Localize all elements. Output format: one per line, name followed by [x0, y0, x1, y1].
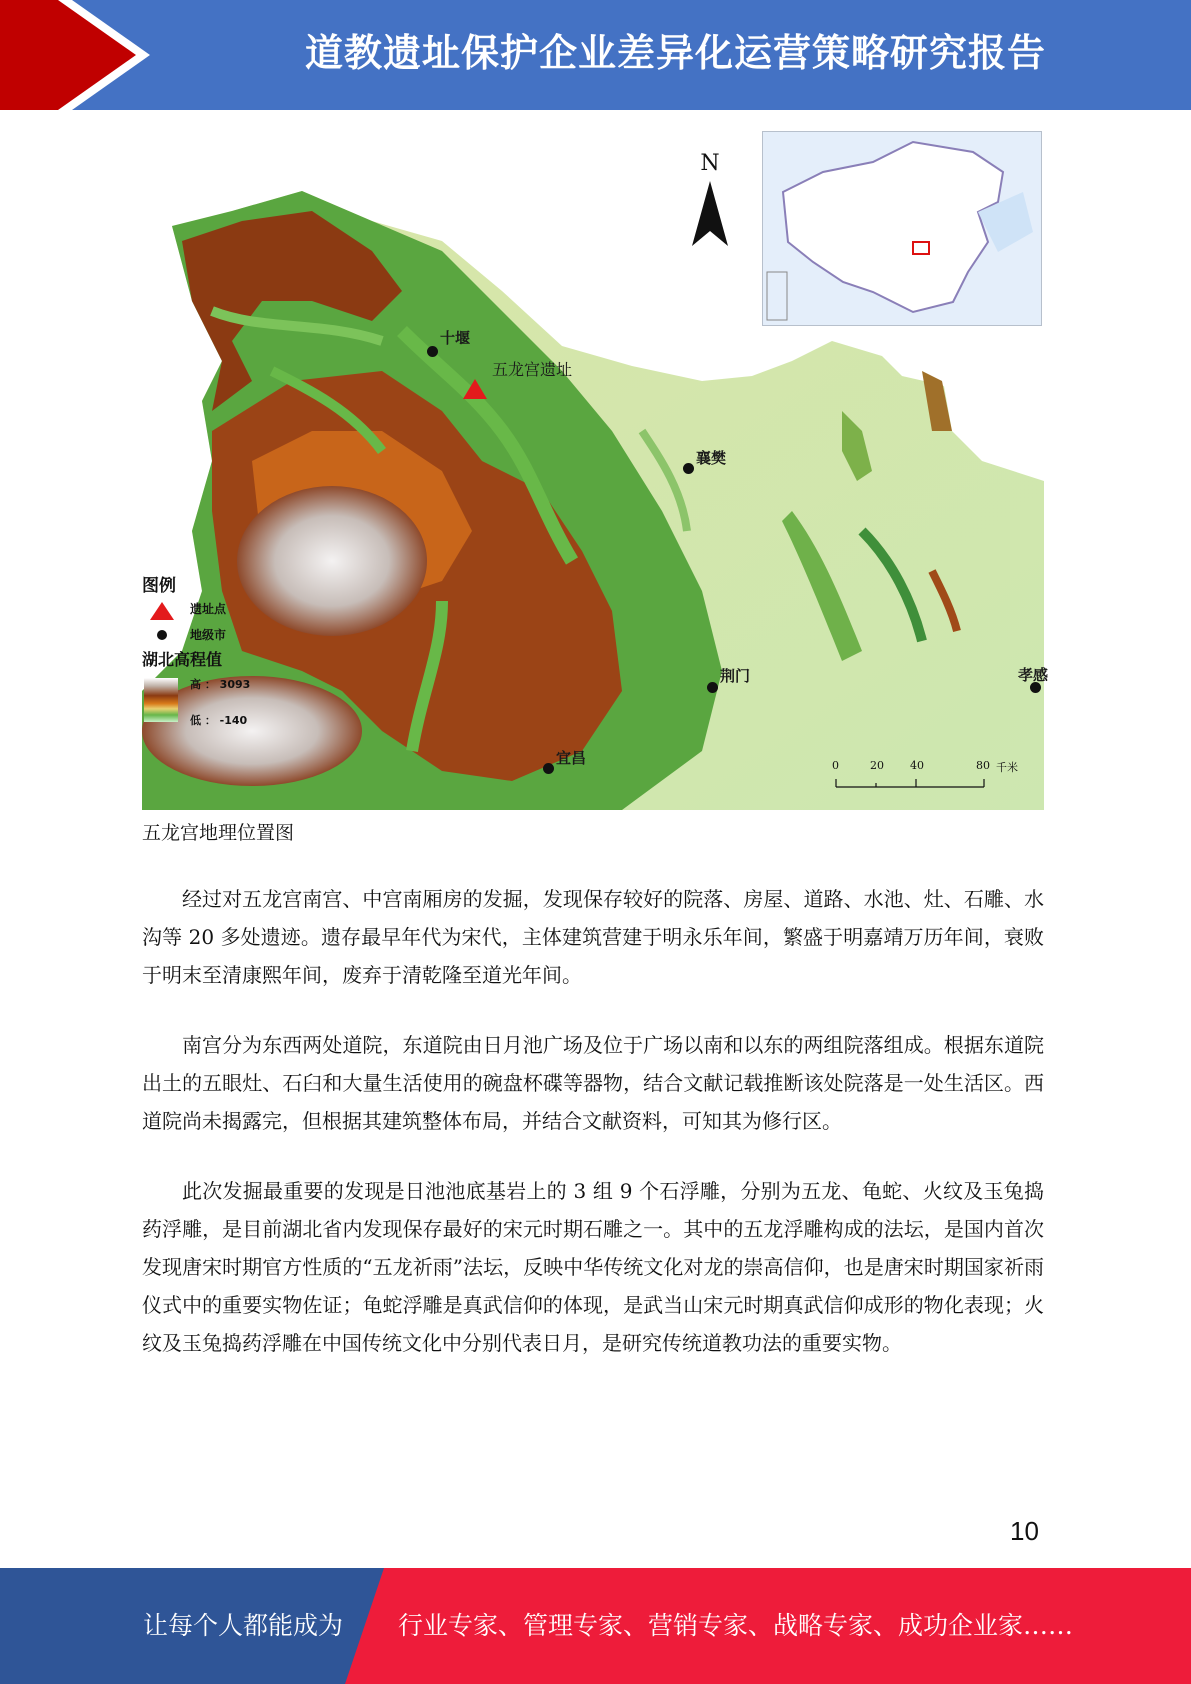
- footer-slogan-left: 让每个人都能成为: [143, 1611, 344, 1640]
- north-arrow-icon: [682, 151, 738, 251]
- north-arrow: [682, 151, 738, 251]
- paragraph-1: 经过对五龙宫南宫、中宫南厢房的发掘，发现保存较好的院落、房屋、道路、水池、灶、石雕、水沟等 20 多处遗迹。遗存最早年代为宋代，主体建筑营建于明永乐年间，繁盛于明嘉靖万历年间，衰败于明末至清康熙年间，废弃于清乾隆至道光年间。: [142, 887, 1044, 987]
- legend-city-icon: [150, 628, 174, 642]
- city-label-jingmen: 荆门: [720, 667, 751, 685]
- paragraph-2: 南宫分为东西两处道院，东道院由日月池广场及位于广场以南和以东的两组院落组成。根据东道院出土的五眼灶、石臼和大量生活使用的碗盘杯碟等器物，结合文献记载推断该处院落是一处生活区。西道院尚未揭露完，但根据其建筑整体布局，并结合文献资料，可知其为修行区。: [142, 1033, 1044, 1133]
- document-title: 道教遗址保护企业差异化运营策略研究报告: [304, 31, 1046, 75]
- map-legend: [142, 571, 272, 732]
- legend-title: 图例: [142, 576, 176, 596]
- site-label: 五龙宫遗址: [492, 360, 573, 379]
- page-header: [0, 0, 1191, 110]
- china-inset-map: [762, 131, 1042, 326]
- paragraph-3: 此次发掘最重要的发现是日池池底基岩上的 3 组 9 个石浮雕，分别为五龙、龟蛇、火纹及玉兔捣药浮雕，是目前湖北省内发现保存最好的宋元时期石雕之一。其中的五龙浮雕构成的法坛，是国内首次发现唐宋时期官方性质的“五龙祈雨”法坛，反映中华传统文化对龙的崇高信仰，也是唐宋时期国家祈雨仪式中的重要实物佐证；龟蛇浮雕是真武信仰的体现，是武当山宋元时期真武信仰成形的物化表现；火纹及玉兔捣药浮雕在中国传统文化中分别代表日月，是研究传统道教功法的重要实物。: [142, 1179, 1044, 1355]
- page-footer: [0, 1568, 1191, 1684]
- elevation-low-label: 低 ： -140: [190, 714, 248, 727]
- legend-site-icon: [150, 602, 174, 620]
- city-dot-shiyan: [427, 346, 438, 357]
- figure-caption: 五龙宫地理位置图: [142, 822, 295, 844]
- header-chevron-decoration: [0, 0, 170, 110]
- city-dot-xiangfan: [683, 463, 694, 474]
- footer-slogan-right: 行业专家、管理专家、营销专家、战略专家、成功企业家……: [398, 1611, 1074, 1640]
- north-label: N: [700, 151, 720, 176]
- page-number: 10: [1010, 1516, 1039, 1546]
- elevation-gradient-bar: [144, 678, 178, 722]
- scale-bar-line: [832, 773, 1032, 803]
- city-label-shiyan: 十堰: [440, 329, 471, 347]
- city-label-xiaogan: 孝感: [1018, 666, 1049, 684]
- elevation-scale: [142, 672, 272, 732]
- site-marker-icon: [463, 379, 487, 399]
- city-dot-yichang: [543, 763, 554, 774]
- city-dot-jingmen: [707, 682, 718, 693]
- legend-item-site: 遗址点: [142, 596, 272, 622]
- city-label-xiangfan: 襄樊: [696, 449, 727, 467]
- legend-item-city: 地级市: [142, 622, 272, 648]
- city-label-yichang: 宜昌: [556, 749, 587, 767]
- legend-elevation-title: 湖北高程值: [142, 650, 223, 669]
- elevation-high-label: 高 ： 3093: [190, 678, 251, 691]
- map-scale-bar: 0 20 40 80 千米: [832, 759, 1032, 799]
- location-map: [142, 131, 1049, 810]
